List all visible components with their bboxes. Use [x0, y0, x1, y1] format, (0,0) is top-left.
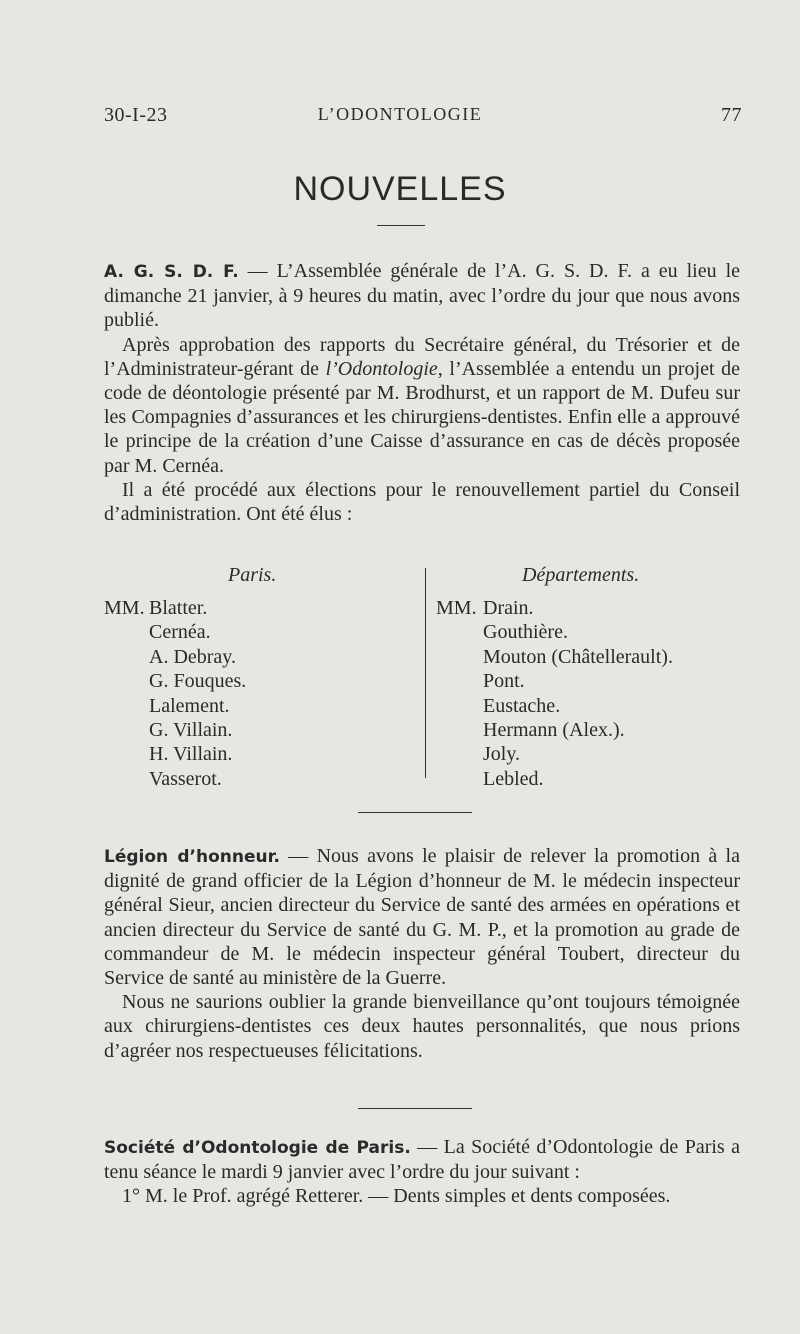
departements-name: Pont. — [483, 670, 525, 693]
departements-heading: Départements. — [522, 564, 640, 586]
departements-name: Gouthière. — [483, 621, 568, 644]
agsdf-article — [104, 259, 740, 526]
agsdf-paragraph-2: Après approbation des rapports du Secrétaire général, du Trésorier et de l’Administrateur-gérant de l’Odontologie, l’Assemblée a entendu un projet de code de déontologie présenté par M. Brodhurst, et un rapport de M. Dufeu sur les Compagnies d’assurances et les chirurgiens-dentistes. Enfin elle a approuvé le principe de la création d’une Caisse d’assurance en cas de décès proposée par M. Cernéa. — [104, 333, 740, 477]
departements-name: Joly. — [483, 743, 521, 766]
agsdf-paragraph-1: A. G. S. D. F. — L’Assemblée générale de l’A. G. S. D. F. a eu lieu le dimanche 21 janvier, à 9 heures du matin, avec l’ordre du jour que nous avons publié. — [104, 260, 741, 332]
legion-paragraph-1: Légion d’honneur. — Nous avons le plaisir de relever la promotion à la dignité de grand officier de la Légion d’honneur de M. le médecin inspecteur général Sieur, ancien directeur du Service de santé des armées en opérations et ancien directeur du Service de santé du G. M. P., et la promotion au grade de commandeur de M. le médecin inspecteur général Toubert, directeur du Service de santé au ministère de la Guerre. — [104, 845, 740, 990]
paris-list — [149, 596, 246, 791]
departements-name: Eustache. — [483, 694, 561, 717]
column-divider — [425, 568, 426, 778]
legion-article — [104, 844, 740, 1063]
departements-name: Mouton (Châtellerault). — [483, 645, 673, 668]
section-title: NOUVELLES — [293, 170, 507, 208]
legion-lead: Légion d’honneur. — [104, 847, 281, 867]
section-rule-2 — [358, 1108, 472, 1109]
departements-prefix: MM. — [436, 597, 477, 619]
paris-name: A. Debray. — [149, 645, 237, 668]
paris-name: G. Fouques. — [149, 670, 247, 693]
running-title: L’ODONTOLOGIE — [317, 104, 483, 124]
agsdf-paragraph-3: Il a été procédé aux élections pour le renouvellement partiel du Conseil d’administration. Ont été élus : — [104, 478, 740, 526]
title-rule — [377, 225, 425, 226]
paris-heading: Paris. — [228, 564, 277, 586]
departements-name: Hermann (Alex.). — [483, 719, 625, 742]
issue-date: 30-I-23 — [104, 104, 168, 126]
page-number: 77 — [721, 104, 742, 126]
legion-paragraph-2: Nous ne saurions oublier la grande bienveillance qu’ont toujours témoignée aux chirurgiens-dentistes ces deux hautes personnalités, que nous prions d’agréer nos respectueuses félicitations. — [104, 991, 740, 1062]
paris-name: Vasserot. — [149, 767, 222, 790]
departements-list — [483, 596, 673, 791]
paris-prefix: MM. — [104, 597, 145, 619]
societe-lead: Société d’Odontologie de Paris. — [104, 1138, 411, 1158]
societe-item-1: 1° M. le Prof. agrégé Retterer. — Dents simples et dents composées. — [122, 1185, 671, 1208]
paris-name: Cernéa. — [149, 621, 211, 644]
departements-name: Drain. — [483, 597, 534, 619]
departements-name: Lebled. — [483, 767, 544, 790]
paris-name: Blatter. — [149, 597, 208, 619]
societe-paragraph-1: Société d’Odontologie de Paris. — La Société d’Odontologie de Paris a tenu séance le mardi 9 janvier avec l’ordre du jour suivant : — [104, 1136, 740, 1184]
section-rule-1 — [358, 812, 472, 813]
paris-name: G. Villain. — [149, 719, 233, 742]
paris-name: H. Villain. — [149, 743, 233, 766]
societe-article — [104, 1135, 740, 1209]
agsdf-lead: A. G. S. D. F. — [104, 262, 239, 282]
paris-name: Lalement. — [149, 694, 230, 717]
